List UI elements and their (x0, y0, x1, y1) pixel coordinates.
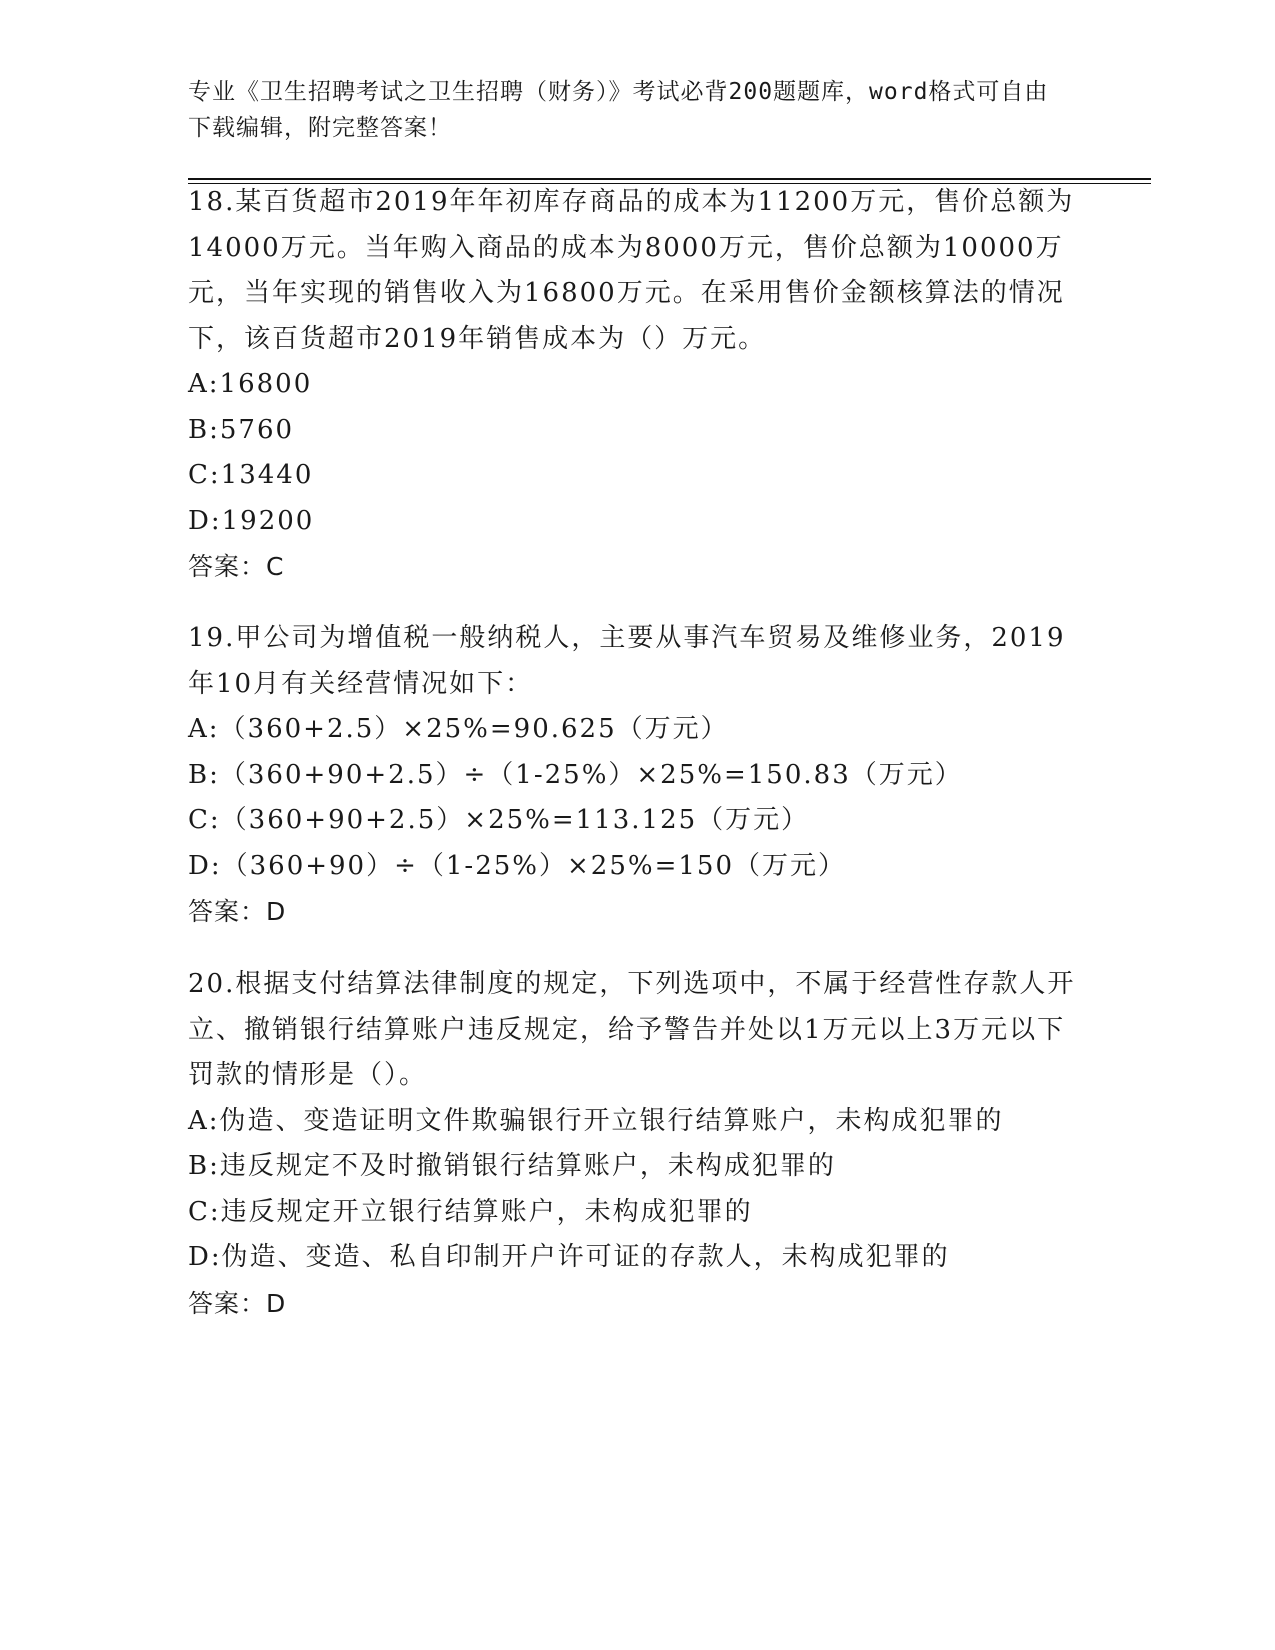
answer-line: 答案：D (188, 1288, 287, 1318)
option-d: D:19200 (188, 505, 315, 536)
answer-line: 答案：C (188, 552, 285, 581)
question-text: 18.某百货超市2019年年初库存商品的成本为11200万元，售价总额为14000万元。当年购入商品的成本为8000万元，售价总额为10000万元，当年实现的销售收入为16800万元。在采用售价金额核算法的情况下，该百货超市2019年销售成本为（）万元。 (188, 187, 1075, 354)
question-text: 20.根据支付结算法律制度的规定，下列选项中，不属于经营性存款人开立、撤销银行结算账户违反规定，给予警告并处以1万元以上3万元以下罚款的情形是（）。 (188, 969, 1076, 1090)
option-b: B:5760 (188, 414, 295, 445)
option-a: A:16800 (188, 369, 313, 399)
option-c: C:13440 (188, 460, 314, 490)
option-a: A:（360+2.5）×25%=90.625（万元） (188, 714, 729, 744)
document-header: 专业《卫生招聘考试之卫生招聘（财务）》考试必背200题题库，word格式可自由下载编辑，附完整答案！ (188, 79, 1049, 141)
option-b: B:（360+90+2.5）÷（1-25%）×25%=150.83（万元） (188, 759, 963, 790)
option-c: C:（360+90+2.5）×25%=113.125（万元） (188, 805, 810, 835)
option-d: D:伪造、变造、私自印制开户许可证的存款人，未构成犯罪的 (188, 1242, 950, 1272)
question-block (188, 180, 1078, 590)
option-d: D:（360+90）÷（1-25%）×25%=150（万元） (188, 850, 846, 881)
question-block (188, 962, 1078, 1326)
option-c: C:违反规定开立银行结算账户，未构成犯罪的 (188, 1196, 753, 1227)
option-a: A:伪造、变造证明文件欺骗银行开立银行结算账户，未构成犯罪的 (188, 1105, 1004, 1136)
question-block (188, 616, 1078, 935)
question-text: 19.甲公司为增值税一般纳税人，主要从事汽车贸易及维修业务，2019年10月有关经营情况如下： (188, 623, 1066, 699)
answer-line: 答案：D (188, 897, 287, 926)
option-b: B:违反规定不及时撤销银行结算账户，未构成犯罪的 (188, 1151, 836, 1181)
